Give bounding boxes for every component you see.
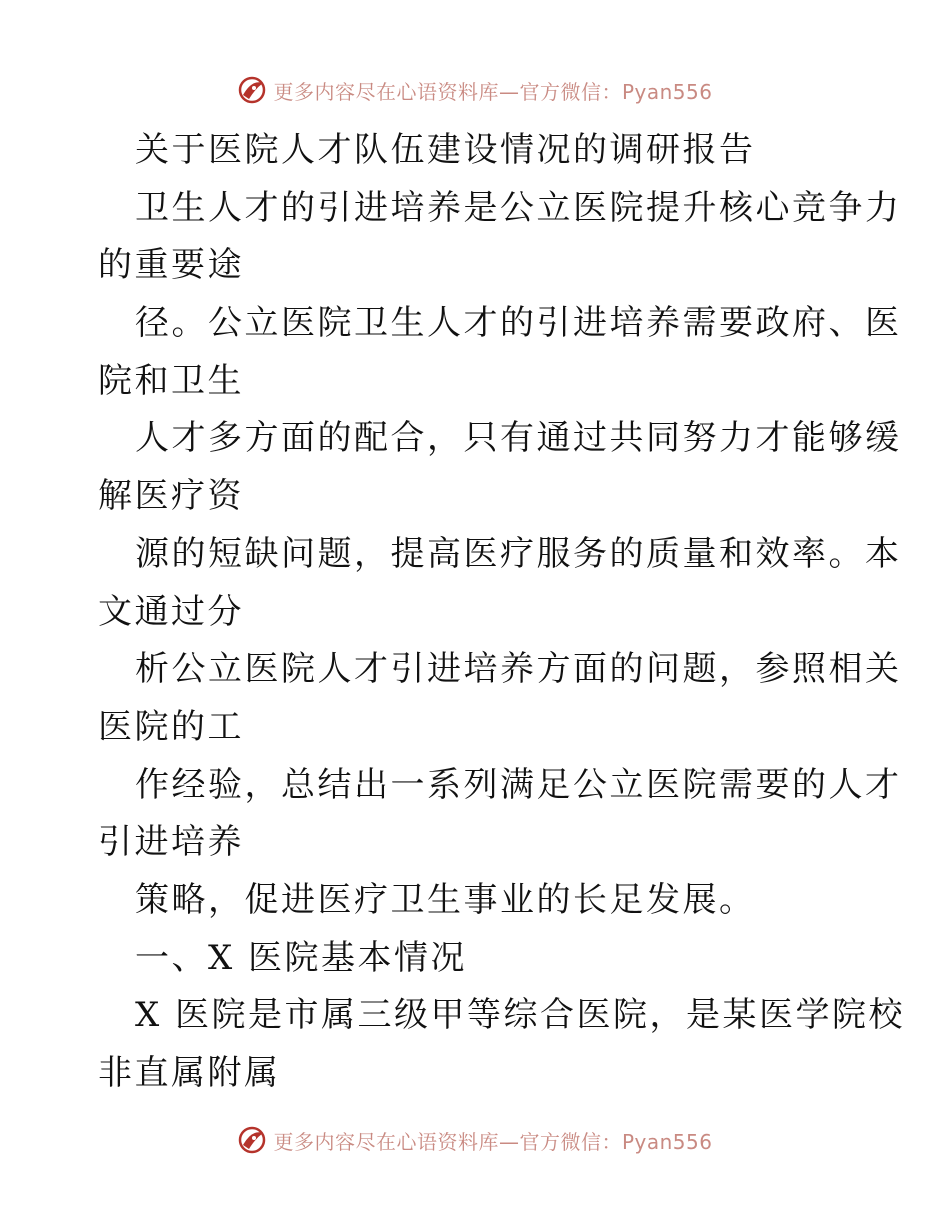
paragraph-line: 院和卫生 [98, 360, 244, 401]
paragraph-line: 径。公立医院卫生人才的引进培养需要政府、医 [135, 303, 902, 344]
footer-banner-text: 更多内容尽在心语资料库—官方微信：Pyan556 [273, 1129, 713, 1154]
paragraph-line: 策略，促进医疗卫生事业的长足发展。 [135, 879, 756, 920]
paragraph-line: 的重要途 [98, 245, 244, 286]
paragraph-line: 医院的工 [98, 706, 244, 747]
pen-nib-logo-icon [237, 1125, 267, 1155]
header-banner [0, 70, 950, 110]
header-banner-text: 更多内容尽在心语资料库—官方微信：Pyan556 [273, 79, 713, 104]
paragraph-line: 文通过分 [98, 591, 244, 632]
document-body [98, 122, 906, 1103]
pen-nib-logo-icon [237, 75, 267, 105]
paragraph-line: 人才多方面的配合，只有通过共同努力才能够缓 [135, 418, 902, 459]
paragraph-line: 非直属附属 [98, 1053, 281, 1093]
paragraph-line: 卫生人才的引进培养是公立医院提升核心竞争力 [135, 187, 902, 228]
document-title: 关于医院人才队伍建设情况的调研报告 [135, 130, 756, 170]
paragraph-line: 一、X 医院基本情况 [135, 937, 468, 978]
footer-banner [0, 1120, 950, 1160]
paragraph-line: 源的短缺问题，提高医疗服务的质量和效率。本 [135, 533, 902, 574]
paragraph-line: 析公立医院人才引进培养方面的问题，参照相关 [135, 649, 902, 690]
paragraph-line: 解医疗资 [98, 476, 244, 517]
paragraph-line: X 医院是市属三级甲等综合医院，是某医学院校 [135, 995, 906, 1036]
paragraph-line: 作经验，总结出一系列满足公立医院需要的人才 [135, 764, 902, 805]
paragraph-line: 引进培养 [98, 822, 244, 863]
